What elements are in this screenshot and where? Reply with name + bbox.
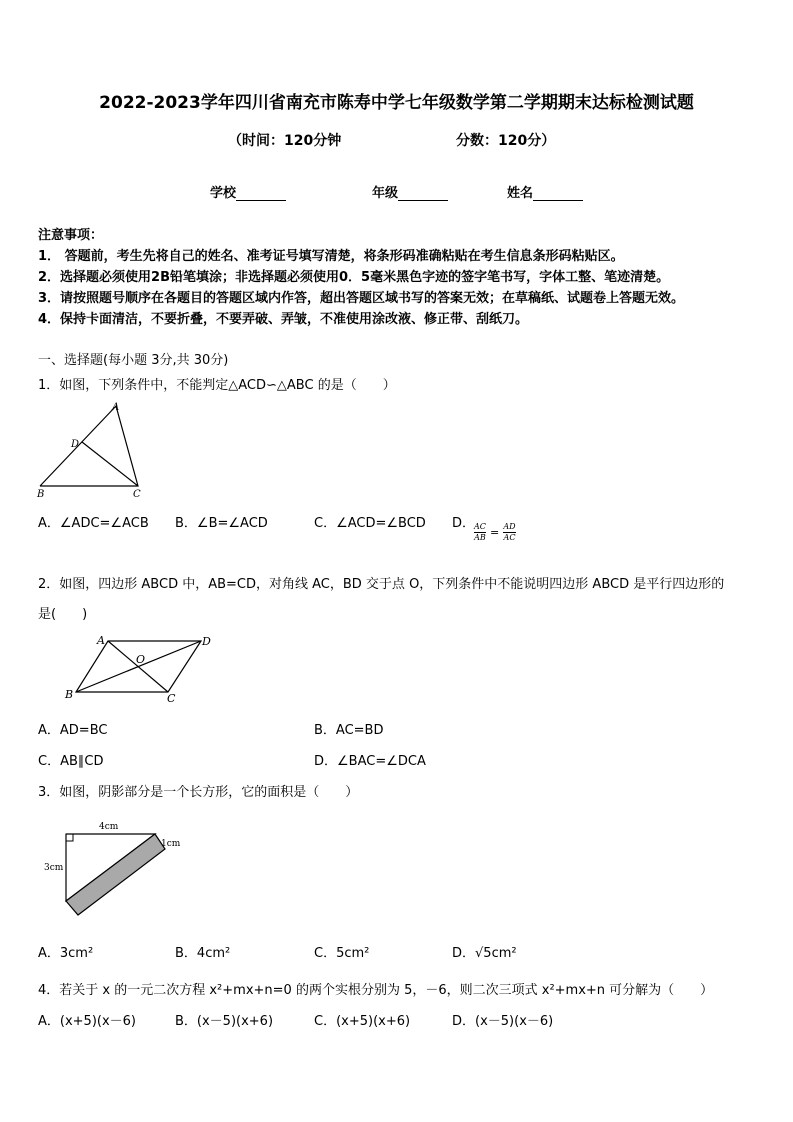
q2-parallelogram-figure: [58, 628, 228, 708]
fraction: $\frac{AD}{AC}$: [503, 522, 516, 542]
exam-title: 2022-2023学年四川省南充市陈寿中学七年级数学第二学期期末达标检测试题: [99, 93, 694, 113]
q2-label-d: D: [202, 635, 211, 648]
q2-option-b[interactable]: B．AC=BD: [314, 723, 384, 738]
q4-option-a[interactable]: A．(x+5)(x－6): [38, 1014, 137, 1029]
q1-segment-cd: [82, 442, 138, 486]
q1-label-d: D: [71, 439, 80, 450]
q3-option-a[interactable]: A．3cm²: [38, 946, 94, 961]
school-field: [210, 182, 286, 201]
exam-score: 分数：120分）: [456, 133, 556, 149]
q3-stem: 3．如图，阴影部分是一个长方形，它的面积是（ ）: [38, 785, 359, 800]
q3-label-left: 3cm: [44, 863, 64, 873]
grade-label: 年级: [372, 186, 399, 201]
q3-label-right: 1cm: [161, 839, 181, 849]
q1-option-c[interactable]: C．∠ACD=∠BCD: [314, 516, 426, 531]
q1-option-a[interactable]: A．∠ADC=∠ACB: [38, 516, 149, 531]
q2-label-o: O: [136, 653, 146, 666]
q2-option-d[interactable]: D．∠BAC=∠DCA: [314, 754, 426, 769]
q2-label-a: A: [97, 634, 105, 647]
q4-option-b[interactable]: B．(x－5)(x+6): [175, 1014, 274, 1029]
q2-option-a[interactable]: A．AD=BC: [38, 723, 108, 738]
q3-label-top: 4cm: [99, 822, 119, 832]
name-label: 姓名: [507, 186, 534, 201]
q3-figure: [38, 815, 198, 925]
section-title: 一、选择题(每小题 3分,共 30分): [38, 353, 229, 368]
grade-field: [372, 182, 448, 201]
q1-stem: 1．如图，下列条件中，不能判定△ACD∽△ABC 的是（ ）: [38, 378, 396, 393]
grade-blank: [398, 186, 448, 201]
q3-option-d[interactable]: D．√5cm²: [452, 946, 517, 961]
exam-time: （时间：120分钟: [228, 133, 342, 149]
school-label: 学校: [210, 186, 237, 201]
q3-right-angle-mark: [66, 834, 73, 841]
q2-diagonal-bd: [76, 641, 201, 692]
q1-option-b[interactable]: B．∠B=∠ACD: [175, 516, 268, 531]
q1-option-d-label: D．: [452, 516, 476, 531]
q3-shaded-rectangle: [66, 834, 165, 915]
q2-stem-line1: 2．如图，四边形 ABCD 中，AB=CD，对角线 AC，BD 交于点 O，下列条件中不能说明四边形 ABCD 是平行四边形的: [38, 577, 725, 592]
note-item: 1． 答题前，考生先将自己的姓名、准考证号填写清楚，将条形码准确粘贴在考生信息条形码粘贴区。: [38, 249, 624, 264]
q2-label-c: C: [167, 692, 176, 705]
q1-option-d[interactable]: [452, 512, 475, 531]
q2-label-b: B: [65, 688, 74, 701]
q3-option-c[interactable]: C．5cm²: [314, 946, 370, 961]
fraction: $\frac{AC}{AB}$: [474, 522, 486, 542]
q1-label-c: C: [133, 489, 141, 500]
q4-option-c[interactable]: C．(x+5)(x+6): [314, 1014, 411, 1029]
q4-option-d[interactable]: D．(x－5)(x－6): [452, 1014, 554, 1029]
school-blank: [236, 186, 286, 201]
q4-stem: 4．若关于 x 的一元二次方程 x²+mx+n=0 的两个实根分别为 5，－6，则二次三项式 x²+mx+n 可分解为（ ）: [38, 983, 714, 998]
q2-stem-line2: 是( ): [38, 607, 88, 622]
q1-label-b: B: [37, 489, 45, 500]
note-item: 3．请按照题号顺序在各题目的答题区域内作答，超出答题区域书写的答案无效；在草稿纸、试题卷上答题无效。: [38, 291, 685, 306]
name-blank: [533, 186, 583, 201]
name-field: [507, 182, 583, 201]
note-item: 2．选择题必须使用2B铅笔填涂；非选择题必须使用0．5毫米黑色字迹的签字笔书写，字体工整、笔迹清楚。: [38, 270, 670, 285]
note-item: 4．保持卡面清洁，不要折叠，不要弄破、弄皱，不准使用涂改液、修正带、刮纸刀。: [38, 312, 529, 327]
notes-heading: 注意事项：: [38, 228, 104, 243]
q2-option-c[interactable]: C．AB∥CD: [38, 754, 104, 769]
q1-triangle-figure: [30, 398, 160, 502]
q1-label-a: A: [112, 402, 120, 413]
q3-option-b[interactable]: B．4cm²: [175, 946, 231, 961]
q1-option-d-formula: $\frac{AC}{AB}$ = $\frac{AD}{AC}$: [474, 522, 516, 542]
